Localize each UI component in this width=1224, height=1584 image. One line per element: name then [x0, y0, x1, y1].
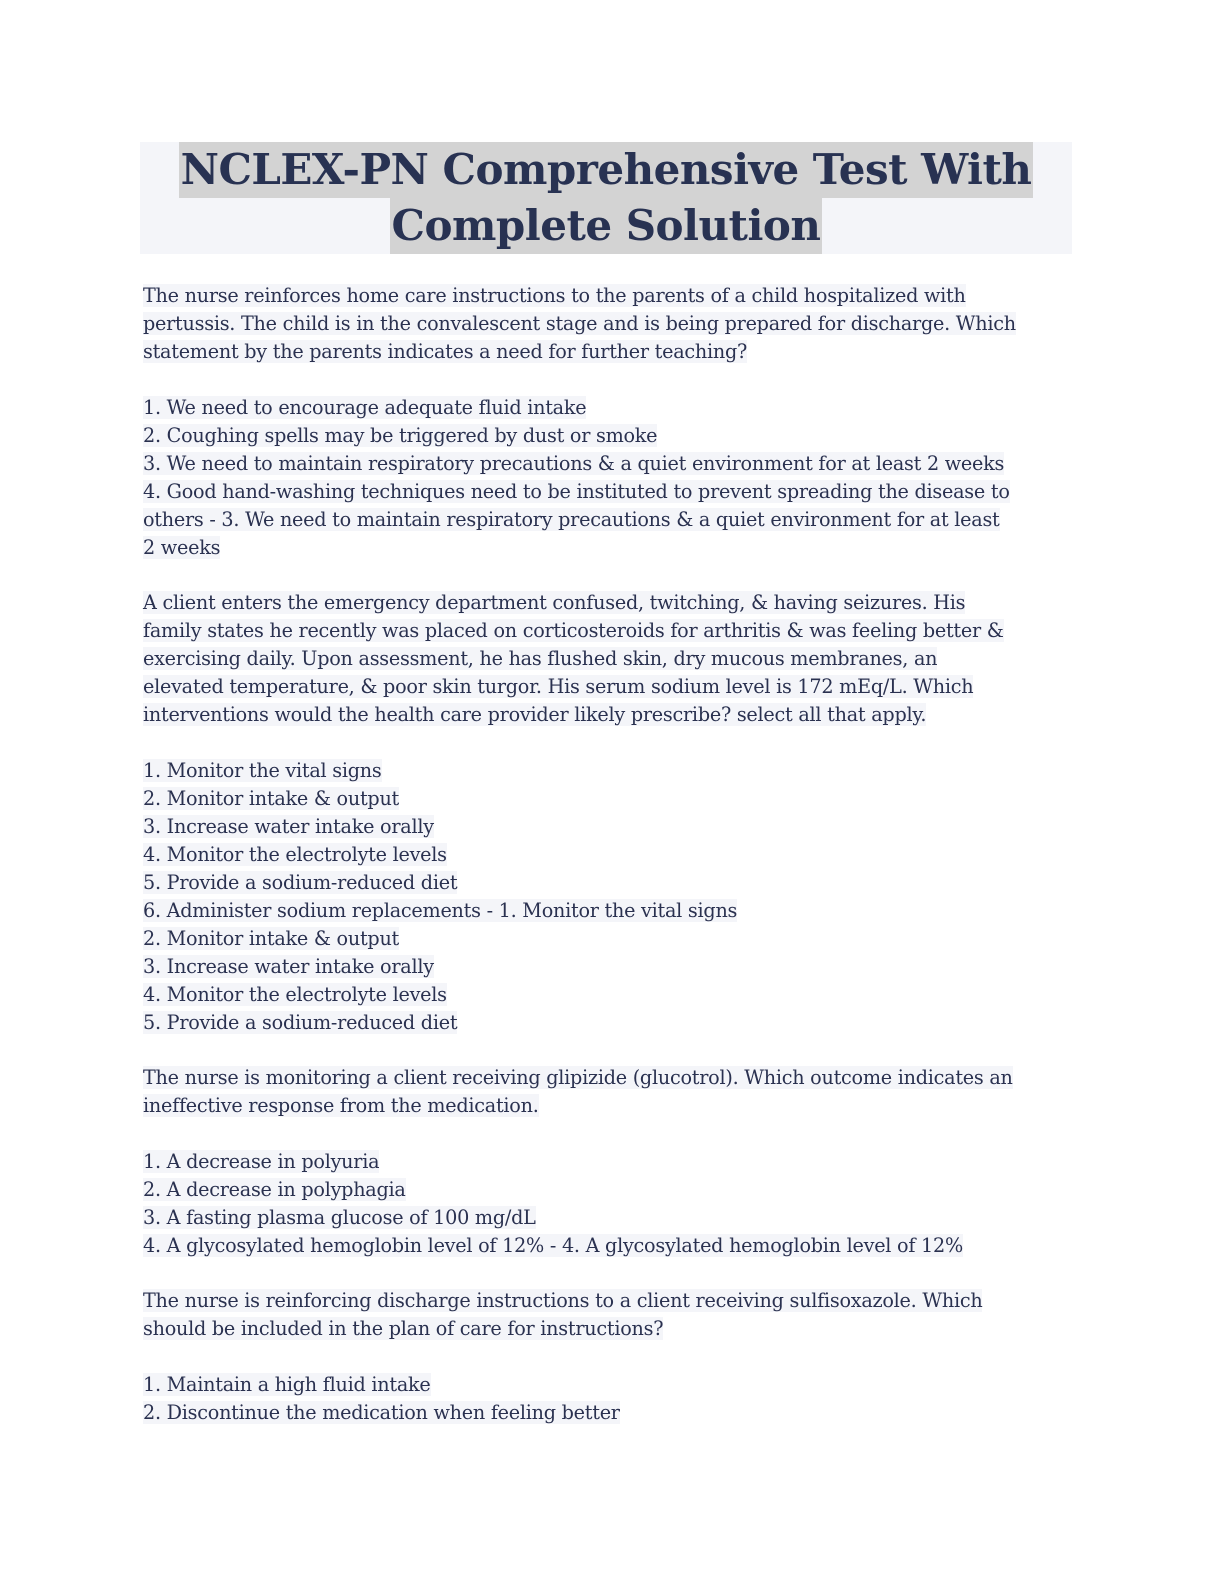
text-line: [143, 338, 1083, 366]
text-line: [143, 450, 1083, 478]
text-line-content: 6. Administer sodium replacements - 1. Monitor the vital signs: [143, 898, 738, 922]
text-line: [143, 422, 1083, 450]
text-line: [143, 1009, 1083, 1037]
text-line: [143, 282, 1083, 310]
paragraph: [143, 1371, 1083, 1427]
text-line: [143, 310, 1083, 338]
text-line-content: 3. Increase water intake orally: [143, 954, 434, 978]
text-line-content: The nurse reinforces home care instructions to the parents of a child hospitalized with: [143, 284, 966, 307]
text-line-content: 1. Monitor the vital signs: [143, 758, 382, 782]
paragraph: [143, 1287, 1083, 1343]
text-line-content: 4. Monitor the electrolyte levels: [143, 842, 447, 866]
text-line-content: others - 3. We need to maintain respiratory precautions & a quiet environment for at least: [143, 507, 1000, 531]
text-line-content: 1. Maintain a high fluid intake: [143, 1372, 431, 1396]
paragraph: [143, 394, 1083, 562]
text-line: [143, 534, 1083, 562]
text-line: [143, 1176, 1083, 1204]
paragraph-gap: [143, 366, 1083, 394]
text-line-content: 4. A glycosylated hemoglobin level of 12% - 4. A glycosylated hemoglobin level of 12%: [143, 1233, 963, 1257]
text-line-content: 3. A fasting plasma glucose of 100 mg/dL: [143, 1205, 536, 1229]
text-line: [143, 841, 1083, 869]
text-line-content: exercising daily. Upon assessment, he has flushed skin, dry mucous membranes, an: [143, 647, 938, 670]
title-block: [140, 142, 1072, 254]
text-line-content: 3. Increase water intake orally: [143, 814, 434, 838]
paragraph-gap: [143, 1120, 1083, 1148]
text-line: [143, 701, 1083, 729]
paragraph: [143, 1064, 1083, 1120]
paragraph: [143, 757, 1083, 1037]
document-title-line-1: NCLEX-PN Comprehensive Test With: [179, 142, 1034, 198]
text-line-content: 5. Provide a sodium-reduced diet: [143, 870, 458, 894]
text-line: [143, 589, 1083, 617]
paragraph: [143, 1148, 1083, 1260]
text-line-content: pertussis. The child is in the convalescent stage and is being prepared for discharge. Which: [143, 312, 1016, 335]
text-line-content: elevated temperature, & poor skin turgor. His serum sodium level is 172 mEq/L. Which: [143, 675, 974, 698]
text-line: [143, 1371, 1083, 1399]
text-line: [143, 953, 1083, 981]
text-line-content: The nurse is monitoring a client receiving glipizide (glucotrol). Which outcome indicates an: [143, 1066, 1013, 1089]
text-line-content: 5. Provide a sodium-reduced diet: [143, 1010, 458, 1034]
text-line-content: 2. A decrease in polyphagia: [143, 1177, 406, 1201]
text-line: [143, 645, 1083, 673]
text-line: [143, 785, 1083, 813]
text-line-content: should be included in the plan of care for instructions?: [143, 1317, 664, 1340]
text-line: [143, 617, 1083, 645]
text-line-content: 3. We need to maintain respiratory precautions & a quiet environment for at least 2 weeks: [143, 451, 1005, 475]
text-line-content: ineffective response from the medication.: [143, 1094, 539, 1117]
text-line: [143, 1287, 1083, 1315]
text-line-content: 2. Monitor intake & output: [143, 786, 400, 810]
text-line-content: family states he recently was placed on corticosteroids for arthritis & was feeling better &: [143, 619, 1004, 642]
paragraph: [143, 282, 1083, 366]
text-line: [143, 394, 1083, 422]
paragraph-gap: [143, 729, 1083, 757]
text-line: [143, 1232, 1083, 1260]
text-line: [143, 1148, 1083, 1176]
text-line-content: 4. Good hand-washing techniques need to be instituted to prevent spreading the disease to: [143, 479, 1010, 503]
text-line: [143, 1399, 1083, 1427]
paragraph-gap: [143, 562, 1083, 590]
text-line: [143, 506, 1083, 534]
document-body: [143, 282, 1083, 1427]
text-line: [143, 757, 1083, 785]
text-line-content: 1. We need to encourage adequate fluid intake: [143, 395, 587, 419]
text-line-content: The nurse is reinforcing discharge instructions to a client receiving sulfisoxazole. Which: [143, 1289, 983, 1312]
text-line: [143, 673, 1083, 701]
text-line: [143, 869, 1083, 897]
paragraph-gap: [143, 1037, 1083, 1065]
text-line: [143, 478, 1083, 506]
text-line: [143, 1064, 1083, 1092]
text-line-content: 2. Monitor intake & output: [143, 926, 400, 950]
text-line-content: 2. Discontinue the medication when feeling better: [143, 1400, 620, 1424]
text-line: [143, 897, 1083, 925]
text-line-content: statement by the parents indicates a need for further teaching?: [143, 340, 748, 363]
text-line-content: 2. Coughing spells may be triggered by dust or smoke: [143, 423, 658, 447]
text-line: [143, 1092, 1083, 1120]
text-line-content: 1. A decrease in polyuria: [143, 1149, 380, 1173]
text-line-content: A client enters the emergency department confused, twitching, & having seizures. His: [143, 591, 966, 614]
text-line: [143, 813, 1083, 841]
text-line-content: 4. Monitor the electrolyte levels: [143, 982, 447, 1006]
text-line-content: 2 weeks: [143, 535, 221, 559]
text-line: [143, 981, 1083, 1009]
text-line: [143, 1315, 1083, 1343]
paragraph: [143, 589, 1083, 729]
text-line: [143, 925, 1083, 953]
text-line: [143, 1204, 1083, 1232]
paragraph-gap: [143, 1343, 1083, 1371]
document-title-line-2: Complete Solution: [390, 198, 823, 254]
paragraph-gap: [143, 1260, 1083, 1288]
text-line-content: interventions would the health care provider likely prescribe? select all that apply.: [143, 703, 927, 726]
